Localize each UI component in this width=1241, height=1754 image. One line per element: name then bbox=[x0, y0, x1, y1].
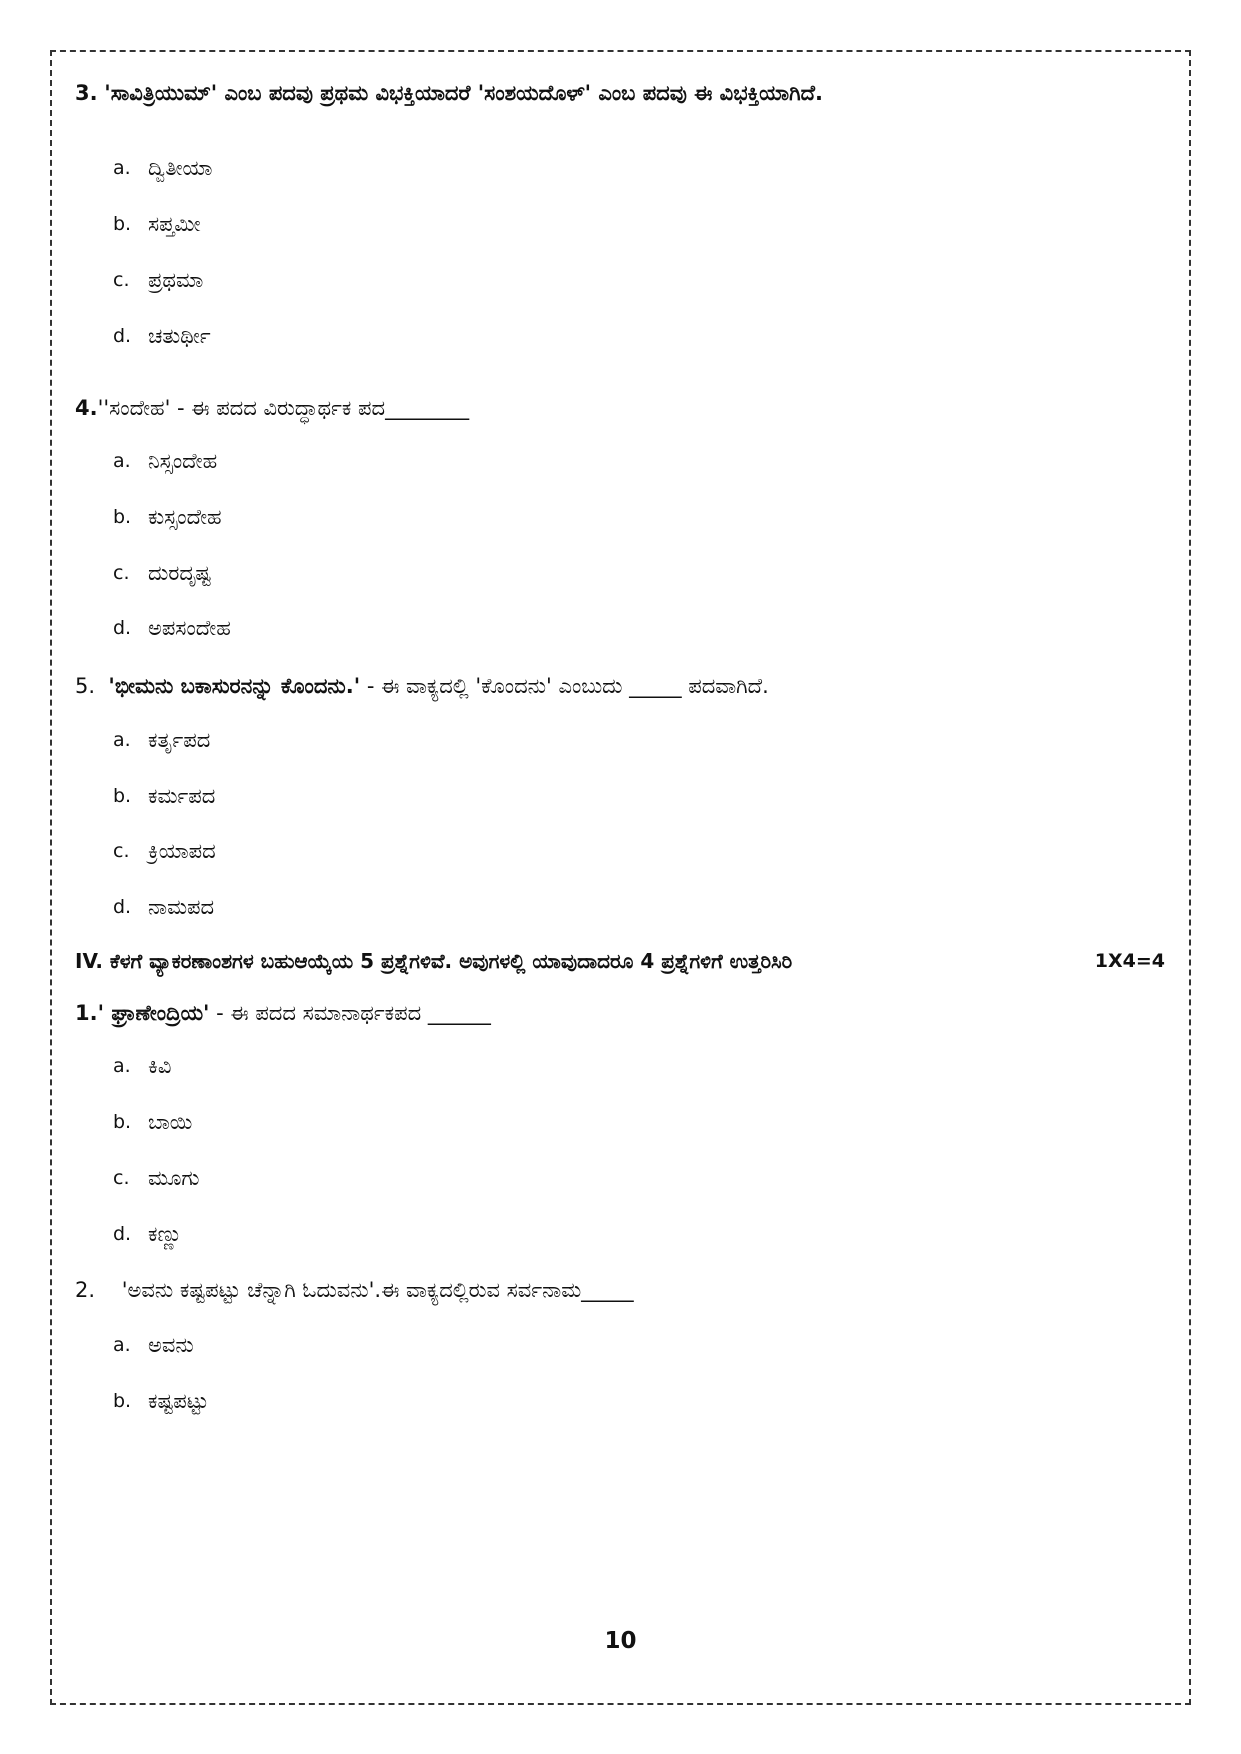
option-text: ಸಪ್ತಮೀ bbox=[148, 212, 201, 236]
question-5 bbox=[75, 671, 1165, 701]
option-text: ಕಿವಿ bbox=[148, 1054, 172, 1078]
question-text: - ಈ ವಾಕ್ಯದಲ್ಲಿ 'ಕೊಂದನು' ಎಂಬುದು _____ ಪದವಾಗಿದೆ. bbox=[360, 674, 769, 698]
option-letter: b. bbox=[113, 506, 132, 528]
option[interactable] bbox=[75, 1107, 1165, 1137]
question-4 bbox=[75, 393, 1165, 423]
question-quote: 'ಭೀಮನು ಬಕಾಸುರನನ್ನು ಕೊಂದನು.' bbox=[108, 674, 361, 698]
option[interactable] bbox=[75, 892, 1165, 922]
option-letter: d. bbox=[113, 325, 132, 347]
option-text: ಕ್ರಿಯಾಪದ bbox=[148, 839, 216, 863]
option[interactable] bbox=[75, 781, 1165, 811]
option-text: ಬಾಯಿ bbox=[148, 1110, 193, 1134]
option[interactable] bbox=[75, 1163, 1165, 1193]
option-letter: c. bbox=[113, 562, 130, 584]
option-letter: a. bbox=[113, 1055, 131, 1077]
section-marks: 1X4=4 bbox=[1094, 950, 1165, 972]
question-quote: ' ಘ್ರಾಣೇಂದ್ರಿಯ' bbox=[97, 1001, 210, 1025]
option-text: ಕರ್ತೃಪದ bbox=[148, 728, 211, 752]
page-border bbox=[50, 50, 1191, 1705]
option-letter: d. bbox=[113, 617, 132, 639]
option[interactable] bbox=[75, 265, 1165, 295]
option-text: ನಿಸ್ಸಂದೇಹ bbox=[148, 449, 218, 473]
option-letter: c. bbox=[113, 269, 130, 291]
question-text: ''ಸಂದೇಹ' - ಈ ಪದದ ವಿರುದ್ಧಾರ್ಥಕ ಪದ________ bbox=[97, 396, 470, 420]
option[interactable] bbox=[75, 1051, 1165, 1081]
option-text: ಅವನು bbox=[148, 1333, 194, 1357]
option-letter: a. bbox=[113, 1334, 131, 1356]
option-text: ದುರದೃಷ್ಟ bbox=[148, 561, 212, 585]
option-text: ನಾಮಪದ bbox=[148, 895, 215, 919]
option-text: ದ್ವಿತೀಯಾ bbox=[148, 156, 213, 180]
question-number: 2. bbox=[75, 1278, 96, 1302]
question-3 bbox=[75, 78, 1165, 108]
option-text: ಮೂಗು bbox=[148, 1166, 200, 1190]
option-letter: c. bbox=[113, 1167, 130, 1189]
option[interactable] bbox=[75, 321, 1165, 351]
option-letter: c. bbox=[113, 840, 130, 862]
page-number: 10 bbox=[604, 1628, 637, 1654]
option-letter: a. bbox=[113, 157, 131, 179]
section-heading bbox=[75, 946, 1165, 976]
option-letter: a. bbox=[113, 450, 131, 472]
option-letter: a. bbox=[113, 729, 131, 751]
option[interactable] bbox=[75, 1386, 1165, 1416]
question-text: 'ಅವನು ಕಷ್ಟಪಟ್ಟು ಚೆನ್ನಾಗಿ ಓದುವನು'.ಈ ವಾಕ್ಯದಲ್ಲಿರುವ ಸರ್ವನಾಮ_____ bbox=[121, 1278, 634, 1302]
question-number: 4. bbox=[75, 396, 98, 420]
option[interactable] bbox=[75, 1330, 1165, 1360]
option-text: ಕುಸ್ಸಂದೇಹ bbox=[148, 505, 222, 529]
section-title: IV. ಕೆಳಗೆ ವ್ಯಾಕರಣಾಂಶಗಳ ಬಹುಆಯ್ಕೆಯ 5 ಪ್ರಶ್ನೆಗಳಿವೆ. ಅವುಗಳಲ್ಲಿ ಯಾವುದಾದರೂ 4 ಪ್ರಶ್ನೆಗಳಿಗೆ ಉತ್ತರಿಸಿರಿ bbox=[75, 949, 793, 973]
option-text: ಪ್ರಥಮಾ bbox=[148, 268, 204, 292]
option-letter: d. bbox=[113, 1223, 132, 1245]
option[interactable] bbox=[75, 836, 1165, 866]
option-text: ಕರ್ಮಪದ bbox=[148, 784, 216, 808]
option[interactable] bbox=[75, 446, 1165, 476]
option[interactable] bbox=[75, 1219, 1165, 1249]
section4-question-1 bbox=[75, 998, 1165, 1028]
option-letter: b. bbox=[113, 1111, 132, 1133]
option-text: ಚತುರ್ಥೀ bbox=[148, 324, 211, 348]
question-text: - ಈ ಪದದ ಸಮಾನಾರ್ಥಕಪದ ______ bbox=[209, 1001, 491, 1025]
option[interactable] bbox=[75, 613, 1165, 643]
option-letter: b. bbox=[113, 213, 132, 235]
option-text: ಕಣ್ಣು bbox=[148, 1222, 182, 1246]
option-letter: b. bbox=[113, 1390, 132, 1412]
section4-question-2 bbox=[75, 1275, 1165, 1305]
option-letter: d. bbox=[113, 896, 132, 918]
option[interactable] bbox=[75, 153, 1165, 183]
question-number: 1. bbox=[75, 1001, 98, 1025]
option-letter: b. bbox=[113, 785, 132, 807]
option[interactable] bbox=[75, 209, 1165, 239]
question-number: 5. bbox=[75, 674, 96, 698]
option[interactable] bbox=[75, 502, 1165, 532]
question-number: 3. bbox=[75, 81, 98, 105]
option[interactable] bbox=[75, 558, 1165, 588]
option-text: ಅಪಸಂದೇಹ bbox=[148, 616, 231, 640]
option[interactable] bbox=[75, 725, 1165, 755]
question-text: 'ಸಾವಿತ್ರಿಯುಮ್' ಎಂಬ ಪದವು ಪ್ರಥಮ ವಿಭಕ್ತಿಯಾದರೆ 'ಸಂಶಯದೊಳ್' ಎಂಬ ಪದವು ಈ ವಿಭಕ್ತಿಯಾಗಿದೆ. bbox=[104, 81, 823, 105]
option-text: ಕಷ್ಟಪಟ್ಟು bbox=[148, 1389, 209, 1413]
